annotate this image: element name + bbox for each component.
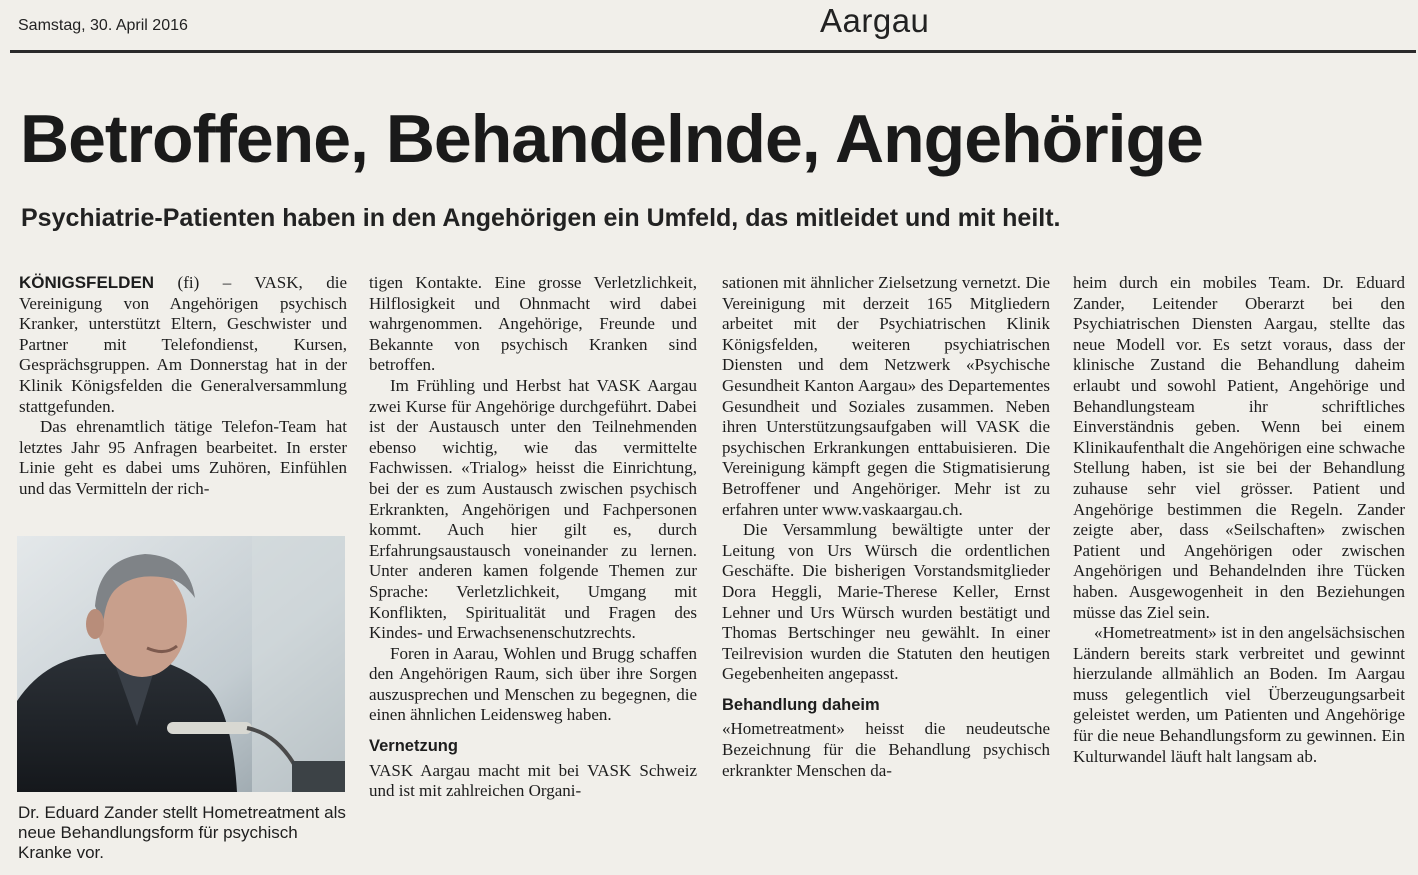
article-paragraph: Foren in Aarau, Wohlen und Brugg schaffen den Angehörigen Raum, sich über ihre Sorgen auszusprechen und Menschen zu begegnen, die einen ähnlichen Leidensweg haben. xyxy=(369,643,697,725)
article-column-2 xyxy=(369,273,697,802)
article-paragraph: heim durch ein mobiles Team. Dr. Eduard Zander, Leitender Oberarzt bei den Psychiatrischen Diensten Aargau, stellte das neue Modell vor. Es setzt voraus, dass der klinische Zustand die Behandlung daheim erlaubt und sowohl Patient, Angehörige und Behandlungsteam ihr schriftliches Einverständnis geben. Wenn bei einem Klinikaufenthalt die Angehörigen eine schwache Stellung haben, ist sie bei der Behandlung zuhause sehr viel grösser. Patient und Angehörige bestimmen die Regeln. Zander zeigte aber, dass «Seilschaften» zwischen Patient und Angehörigen oder zwischen Angehörigen und Behandelnden ihre Tücken haben. Ausgewogenheit in den Beziehungen müsse das Ziel sein. xyxy=(1073,273,1405,622)
article-paragraph: Im Frühling und Herbst hat VASK Aargau zwei Kurse für Angehörige durchgeführt. Dabei ist der Austausch unter den Teilnehmenden ebenso wichtig, wie das vermittelte Fachwissen. «Trialog» heisst die Einrichtung, bei der es zum Austausch zwischen psychisch Erkrankten, Angehörigen und Fachpersonen kommt. Auch hier gilt es, durch Erfahrungsaustausch voneinander zu lernen. Unter anderen kamen folgende Themen zur Sprache: Verletzlichkeit, Umgang mit Konflikten, Spiritualität und Fragen des Kindes- und Erwachsenenschutzrechts. xyxy=(369,375,697,643)
article-photo xyxy=(17,536,345,792)
article-dateline: KÖNIGSFELDEN xyxy=(19,273,155,292)
section-subheading: Behandlung daheim xyxy=(722,695,880,714)
portrait-image xyxy=(17,536,345,792)
article-paragraph: Die Versammlung bewältigte unter der Leitung von Urs Würsch die ordentlichen Geschäfte. Die bisherigen Vorstandsmitglieder Dora Heggli, Marie-Therese Keller, Ernst Lehner und Urs Würsch wurden bestätigt und Thomas Bertschinger neu gewählt. In einer Teilrevision wurden die Statuten den heutigen Gegebenheiten angepasst. xyxy=(722,520,1050,684)
article-paragraph: «Hometreatment» ist in den angelsächsischen Ländern bereits stark verbreitet und gewinnt hierzulande allmählich an Boden. Im Aargau muss gelegentlich viel Überzeugungsarbeit geleistet werden, um Patienten und Angehörige für die neue Behandlungsform zu gewinnen. Ein Kulturwandel läuft halt langsam ab. xyxy=(1073,623,1405,766)
article-paragraph xyxy=(19,273,347,417)
article-paragraph: tigen Kontakte. Eine grosse Verletzlichkeit, Hilflosigkeit und Ohnmacht wird dabei wahrgenommen. Angehörige, Freunde und Bekannte von psychisch Kranken sind betroffen. xyxy=(369,273,697,375)
article-headline: Betroffene, Behandelnde, Angehörige xyxy=(20,101,1203,177)
article-paragraph: sationen mit ähnlicher Zielsetzung vernetzt. Die Vereinigung mit derzeit 165 Mitgliedern arbeitet mit der Psychiatrischen Klinik Königsfelden, weiteren psychiatrischen Diensten und dem Netzwerk «Psychische Gesundheit Kanton Aargau» des Departementes Gesundheit und Soziales zusammen. Neben ihren Unterstützungsaufgaben will VASK die psychischen Erkrankungen enttabuisieren. Die Vereinigung kämpft gegen die Stigmatisierung Betroffener und Angehöriger. Mehr ist zu erfahren unter www.vaskaargau.ch. xyxy=(722,273,1050,519)
article-column-4 xyxy=(1073,273,1405,767)
photo-caption: Dr. Eduard Zander stellt Hometreatment als neue Behandlungsform für psychisch Kranke vor. xyxy=(18,803,346,862)
issue-date: Samstag, 30. April 2016 xyxy=(18,17,188,34)
section-subheading: Vernetzung xyxy=(369,737,458,756)
article-paragraph: VASK Aargau macht mit bei VASK Schweiz und ist mit zahlreichen Organi- xyxy=(369,760,697,801)
article-paragraph: «Hometreatment» heisst die neudeutsche Bezeichnung für die Behandlung psychisch erkrankter Menschen da- xyxy=(722,719,1050,780)
article-column-1 xyxy=(19,273,347,500)
article-column-3 xyxy=(722,273,1050,781)
article-subheadline: Psychiatrie-Patienten haben in den Angehörigen ein Umfeld, das mitleidet und mit heilt. xyxy=(21,204,1061,232)
header-divider xyxy=(10,50,1416,53)
article-paragraph: Das ehrenamtlich tätige Telefon-Team hat letztes Jahr 95 Anfragen bearbeitet. In erster Linie geht es dabei ums Zuhören, Einfühlen und das Vermitteln der rich- xyxy=(19,417,347,498)
section-title: Aargau xyxy=(820,2,930,39)
paragraph-text: (fi) – VASK, die Vereinigung von Angehörigen psychisch Kranker, unterstützt Eltern, Geschwister und Partner mit Telefondienst, Kursen, Gesprächsgruppen. Am Donnerstag hat in der Klinik Königsfelden die Generalversammlung stattgefunden. xyxy=(19,273,347,416)
